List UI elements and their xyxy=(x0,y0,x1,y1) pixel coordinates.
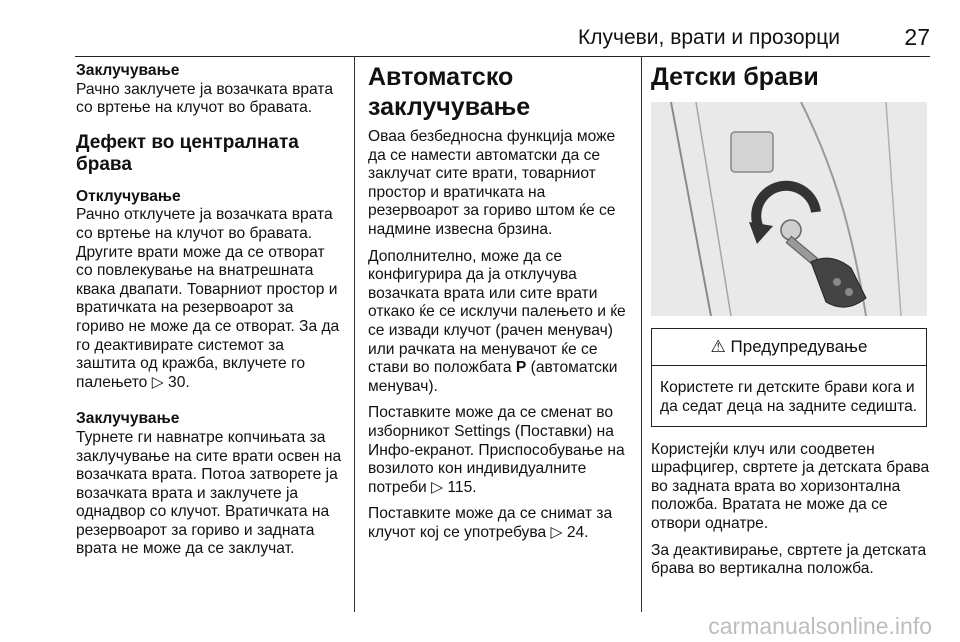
arrow-icon: ▷ xyxy=(431,478,444,496)
locking-text: Рачно заклучете ја возачката врата со вртење на клучот во бравата. xyxy=(76,80,333,117)
chapter-title: Клучеви, врати и прозорци xyxy=(578,26,840,49)
page-reference[interactable]: ▷ 30. xyxy=(151,373,190,391)
watermark: carmanualsonline.info xyxy=(708,613,932,639)
central-lock-fault-heading: Дефект во централната брава xyxy=(76,131,299,175)
header-divider xyxy=(75,56,930,57)
warning-box xyxy=(651,328,927,427)
column-middle xyxy=(368,62,634,550)
warning-icon: ⚠ xyxy=(710,337,726,356)
child-lock-text-2: За деактивирање, свртете ја детската брава во вертикална положба. xyxy=(651,541,927,578)
column-divider-1 xyxy=(354,56,355,612)
arrow-icon: ▷ xyxy=(550,523,563,541)
column-right xyxy=(651,62,931,579)
unlocking-text: Рачно отклучете ја возачката врата со вртење на клучот во бравата. Другите врати може да се отворат со повлекување на внатрешната квака двапати. Товарниот простор и вратичката на резервоарот за гориво не може да се отворат. За да го деактивирате системот за заштита од кражба, вклучете го палењето ▷ 30. xyxy=(76,206,340,391)
child-lock-illustration xyxy=(651,102,927,316)
auto-locking-text-2: Дополнително, може да се конфигурира да ја отклучува возачката врата или сите врати откако ќе се исклучи палењето и ќе се извади клучот (рачен менувач) или рачката на менувачот ќе се стави во положбата P (автоматски менувач). xyxy=(368,247,626,395)
auto-locking-text-1: Оваа безбедносна функција може да се намести автоматски да се заклучат сите врати, товарниот простор и вратичката на резервоарот за гориво штом ќе се надмине извесна брзина. xyxy=(368,128,616,238)
child-locks-heading: Детски брави xyxy=(651,63,819,91)
column-divider-2 xyxy=(641,56,642,612)
auto-locking-text-3: Поставките може да се сменат во изборникот Settings (Поставки) на Инфо-екранот. Приспособување на возилото кон индивидуалните потреби ▷ 115. xyxy=(368,404,625,496)
page-header xyxy=(0,0,960,56)
arrow-icon: ▷ xyxy=(151,373,164,391)
auto-locking-heading: Автоматско заклучување xyxy=(368,63,531,121)
locking-subheading: Заклучување xyxy=(76,62,180,79)
locking-text-2: Турнете ги навнатре копчињата за заклучување на сите врати освен на возачката врата. Потоа затворете ја возачката врата и заклучете ја однадвор со клучот. Вратичката на резервоарот за гориво и задната врата не може да се заклучат. xyxy=(76,428,342,558)
column-left xyxy=(76,62,344,559)
warning-header: ⚠ Предупредување xyxy=(652,329,926,366)
page-number: 27 xyxy=(904,24,930,50)
page-reference[interactable]: ▷ 115. xyxy=(431,478,477,496)
child-lock-text-1: Користејќи клуч или соодветен шрафцигер, свртете ја детската брава во задната врата во хоризонтална положба. Вратата не може да се отвори однатре. xyxy=(651,440,930,532)
page-reference[interactable]: ▷ 24. xyxy=(550,523,589,541)
unlocking-subheading: Отклучување xyxy=(76,187,181,205)
auto-locking-text-4: Поставките може да се снимат за клучот кој се употребува ▷ 24. xyxy=(368,505,613,541)
warning-text: Користете ги детските брави кога и да седат деца на задните седишта. xyxy=(660,378,918,415)
locking-subheading-2: Заклучување xyxy=(76,410,180,428)
door-key-drawing xyxy=(651,102,927,316)
